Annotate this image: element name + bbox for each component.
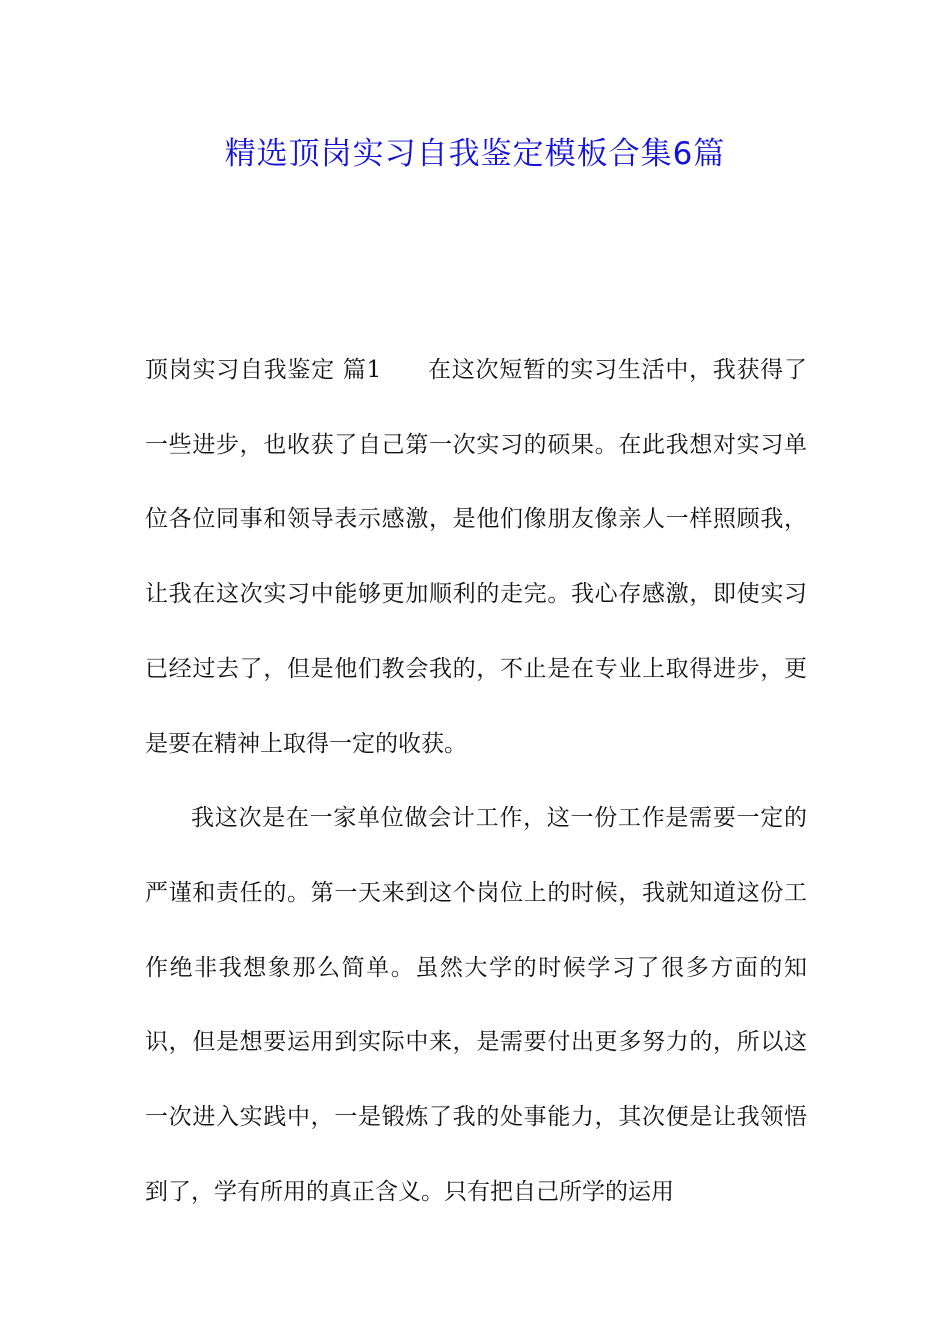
paragraph-2: 我这次是在一家单位做会计工作，这一份工作是需要一定的严谨和责任的。第一天来到这个岗位上的时候，我就知道这份工作绝非我想象那么简单。虽然大学的时候学习了很多方面的知识，但是想要运用到实际中来，是需要付出更多努力的，所以这一次进入实践中，一是锻炼了我的处事能力，其次便是让我领悟到了，学有所用的真正含义。只有把自己所学的运用: [145, 805, 807, 1205]
document-title: 精选顶岗实习自我鉴定模板合集6篇: [224, 136, 726, 172]
paragraph-1-text: 在这次短暂的实习生活中，我获得了一些进步，也收获了自己第一次实习的硕果。在此我想对实习单位各位同事和领导表示感激，是他们像朋友像亲人一样照顾我，让我在这次实习中能够更加顺利的走完。我心存感激，即使实习已经过去了，但是他们教会我的，不止是在专业上取得进步，更是要在精神上取得一定的收获。: [145, 357, 808, 757]
document-body: [145, 333, 807, 1229]
section-heading: 顶岗实习自我鉴定 篇1: [145, 357, 382, 383]
paragraph-1: [145, 333, 807, 781]
